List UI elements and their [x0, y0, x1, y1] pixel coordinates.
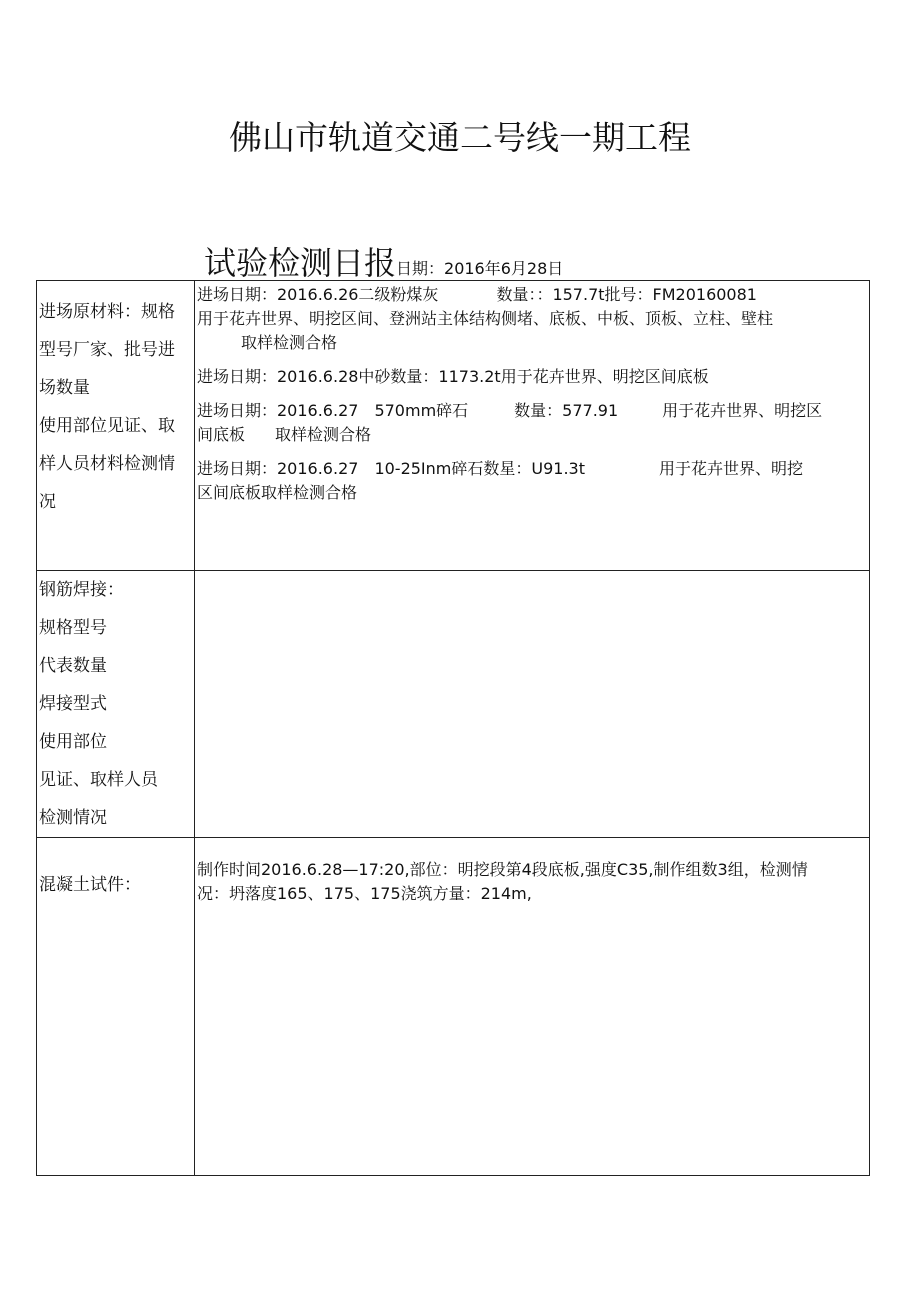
concrete-content-cell: [195, 838, 870, 1176]
materials-label: [37, 281, 194, 521]
label-line: 见证、取样人员: [39, 770, 158, 790]
concrete-label-cell: [37, 838, 195, 1176]
label-line: 焊接型式: [39, 694, 107, 714]
gravel1-usage: 用于花卉世界、明挖区: [662, 401, 823, 420]
gravel1-date: 进场日期：2016.6.27: [197, 401, 359, 420]
concrete-label: [37, 838, 194, 904]
label-line: 代表数量: [39, 656, 107, 676]
gravel1-usage-cont: 间底板: [197, 425, 246, 444]
gravel1-name: 570mm碎石: [374, 401, 469, 420]
sand-line: 进场日期：2016.6.28中砂数量：1173.2t用于花卉世界、明挖区间底板: [197, 367, 709, 386]
fly-ash-result: 取样检测合格: [241, 333, 338, 352]
label-line: 钢筋焊接：: [39, 580, 124, 600]
concrete-row: [37, 838, 870, 1176]
label-line: 样人员材料检测情: [39, 454, 175, 474]
gravel2-date: 进场日期：2016.6.27: [197, 459, 359, 478]
daily-report-table: [36, 280, 870, 1176]
gravel1-result: 取样检测合格: [275, 425, 372, 444]
welding-label: [37, 571, 194, 837]
welding-label-cell: [37, 571, 195, 838]
gravel2-usage-result: 区间底板取样检测合格: [197, 483, 358, 502]
concrete-line-2: 况：坍落度165、175、175浇筑方量：214m,: [197, 884, 532, 903]
label-line: 检测情况: [39, 808, 107, 828]
label-line: 使用部位: [39, 732, 107, 752]
fly-ash-usage: 用于花卉世界、明挖区间、登洲站主体结构侧堵、底板、中板、顶板、立柱、壁柱: [197, 309, 774, 328]
gravel2-usage: 用于花卉世界、明挖: [659, 459, 804, 478]
project-title: 佛山市轨道交通二号线一期工程: [229, 118, 691, 157]
material-entry-sand: [197, 365, 865, 389]
report-date: 日期：2016年6月28日: [396, 259, 564, 278]
material-entry-gravel-5-20: [197, 399, 865, 447]
label-line: 型号厂家、批号进: [39, 340, 175, 360]
label-line: 混凝土试件：: [39, 875, 141, 895]
label-line: 规格型号: [39, 618, 107, 638]
gravel1-quantity: 数量：577.91: [514, 401, 619, 420]
concrete-line-1: 制作时间2016.6.28—17:20,部位：明挖段第4段底板,强度C35,制作组数3组，检测情: [197, 860, 808, 879]
material-entry-fly-ash: [197, 283, 865, 355]
fly-ash-quantity-batch: 数量：：157.7t批号：FM20160081: [496, 285, 757, 304]
material-entry-gravel-10-25: [197, 457, 865, 505]
label-line: 进场原材料：规格: [39, 302, 175, 322]
label-line: 况: [39, 492, 56, 512]
materials-content-cell: [195, 281, 870, 571]
welding-row: [37, 571, 870, 838]
materials-label-cell: [37, 281, 195, 571]
materials-content: [195, 281, 869, 505]
label-line: 使用部位见证、取: [39, 416, 175, 436]
report-title: 试验检测日报: [204, 244, 397, 282]
concrete-content: [195, 838, 869, 906]
materials-row: [37, 281, 870, 571]
gravel2-name-quantity: 10-25Inm碎石数星：U91.3t: [374, 459, 585, 478]
label-line: 场数量: [39, 378, 90, 398]
fly-ash-date-name: 进场日期：2016.6.26二级粉煤灰: [197, 285, 439, 304]
report-title-block: [204, 238, 563, 284]
welding-content-cell: [195, 571, 870, 838]
